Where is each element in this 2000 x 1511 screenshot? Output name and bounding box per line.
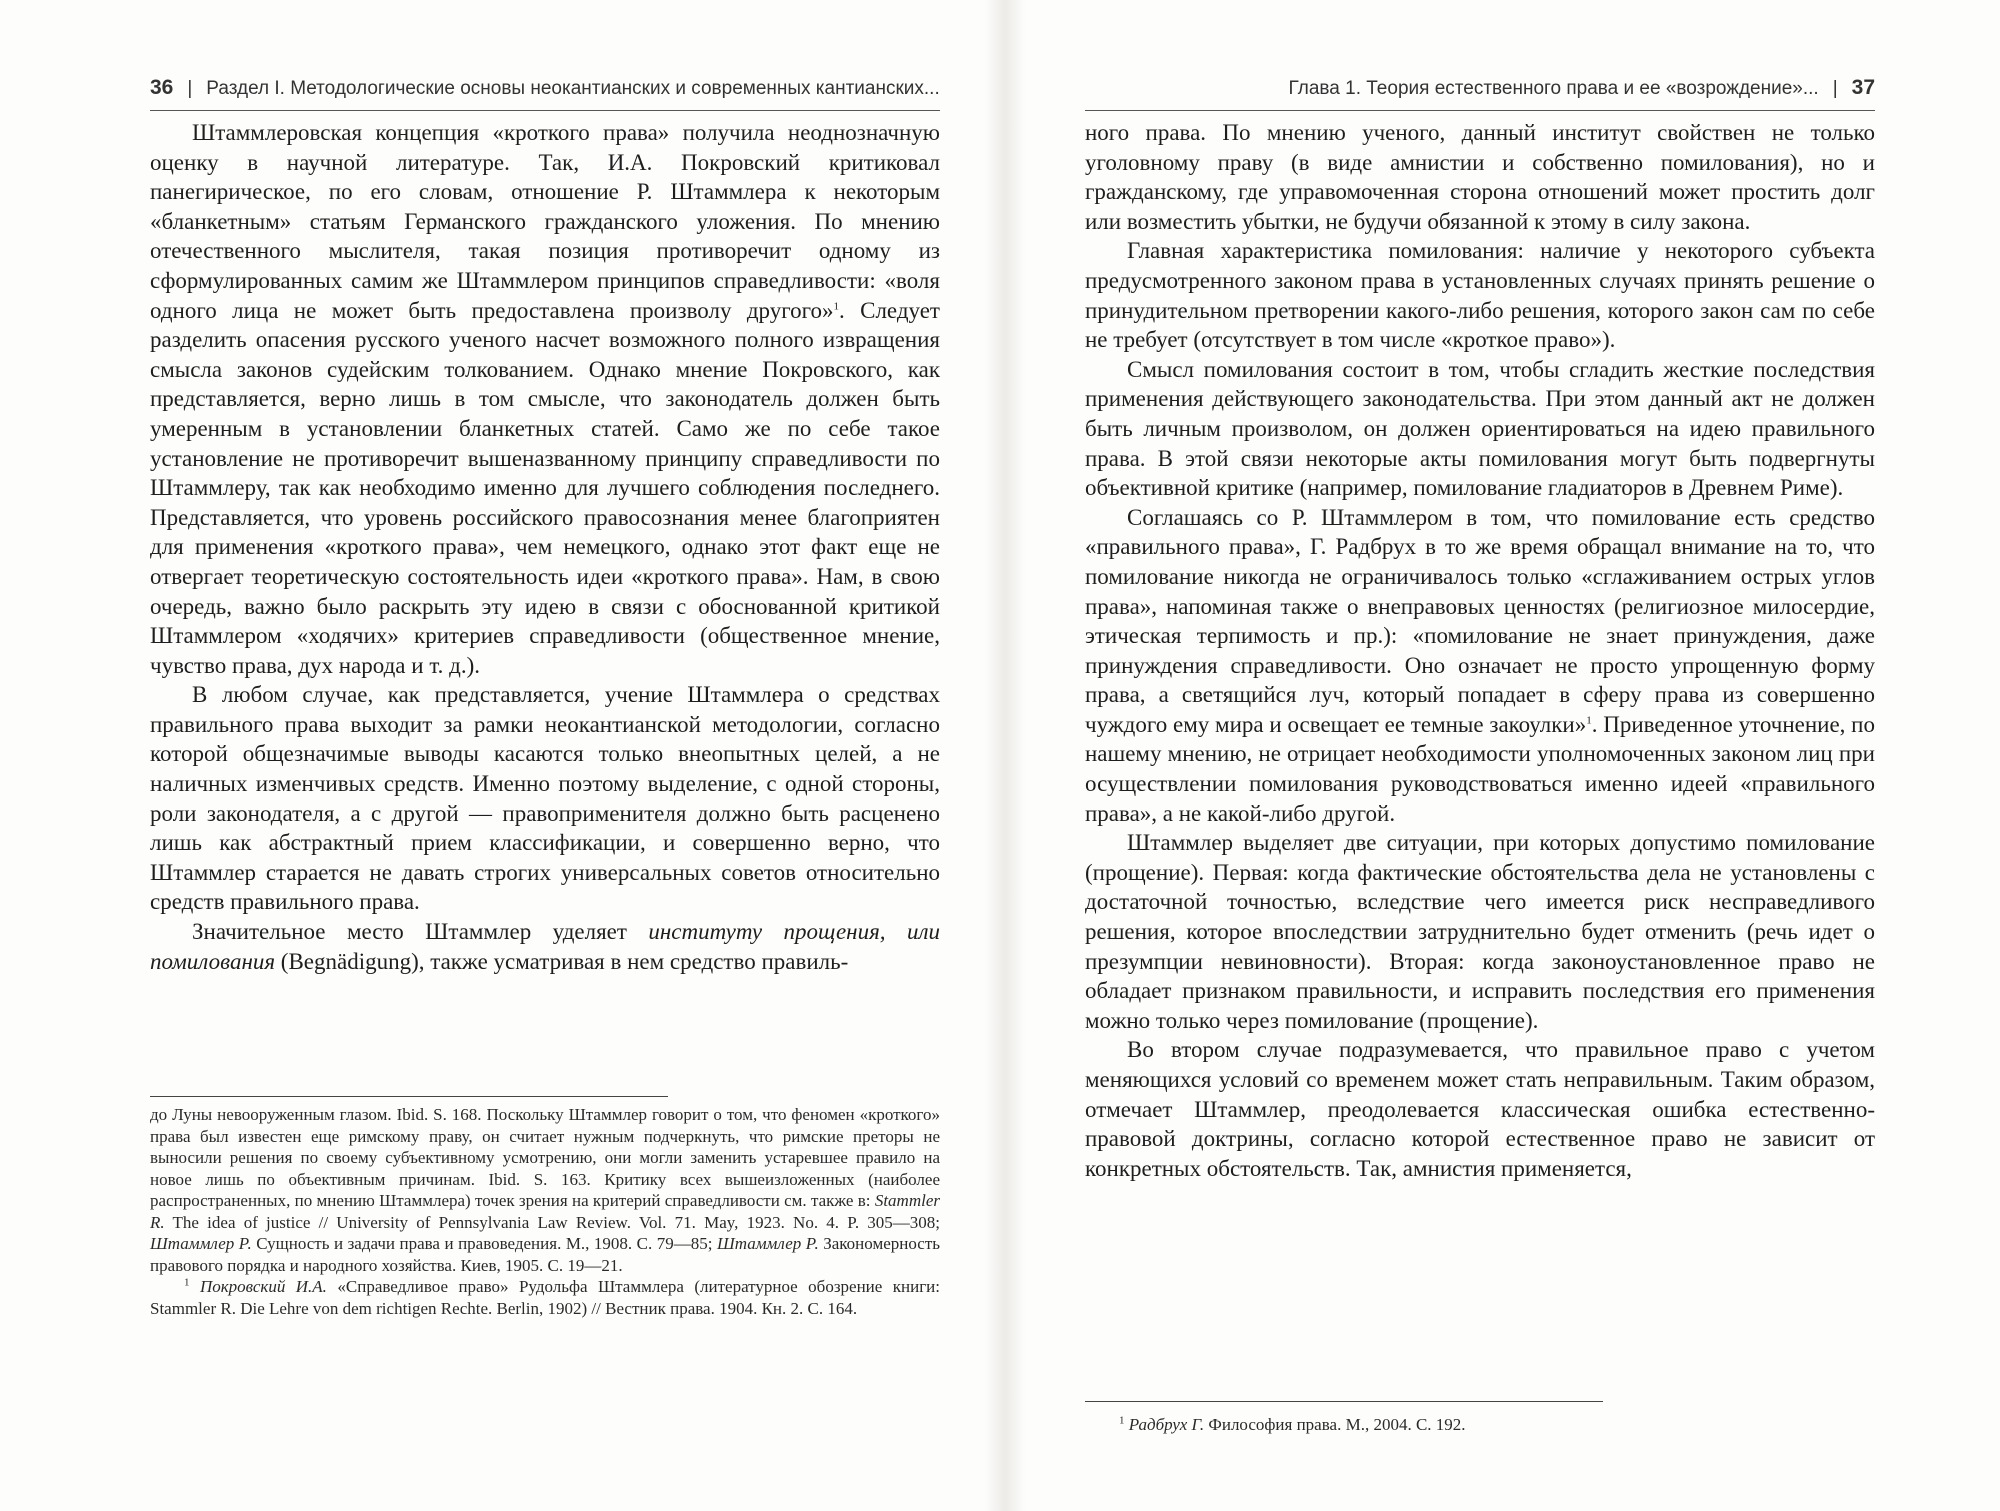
running-title: Глава 1. Теория естественного права и ее «возрождение»... xyxy=(1288,78,1819,99)
header-separator: | xyxy=(187,78,193,99)
left-running-header xyxy=(150,76,940,100)
page-number: 36 xyxy=(150,76,174,99)
footnote-separator xyxy=(1085,1401,1603,1402)
paragraph: Штаммлеровская концепция «кроткого права» получила неоднозначную оценку в научной литературе. Так, И.А. Покровский критиковал панегирическое, по его словам, отношение Р. Штаммлера к некоторым «бланкетным» статьям Германского гражданского уложения. По мнению отечественного мыслителя, такая позиция противоречит одному из сформулированных самим же Штаммлером принципов справедливости: «воля одного лица не может быть предоставлена произволу другого»$^1$. Следует разделить опасения русского ученого насчет возможного полного извращения смысла законов судейским толкованием. Однако мнение Покровского, как представляется, верно лишь в том смысле, что законодатель должен быть умеренным в установлении бланкетных статей. Само же по себе такое установление не противоречит вышеназванному принципу справедливости по Штаммлеру, так как необходимо именно для лучшего соблюдения последнего. Представляется, что уровень российского правосознания менее благоприятен для применения «кроткого права», чем немецкого, однако этот факт еще не отвергает теоретическую состоятельность идеи «кроткого права». Нам, в свою очередь, важно было раскрыть эту идею в связи с обоснованной критикой Штаммлером «ходячих» критериев справедливости (общественное мнение, чувство права, дух народа и т. д.). xyxy=(150,120,940,678)
page-number: 37 xyxy=(1851,76,1875,99)
paragraph: ного права. По мнению ученого, данный институт свойствен не только уголовному праву (в виде амнистии и собственно помилования), но и гражданскому, где управомоченная сторона отношений может простить долг или возместить убытки, не будучи обязанной к этому в силу закона. xyxy=(1085,120,1875,234)
footnote-mark: 1 xyxy=(833,299,839,312)
left-footnotes xyxy=(150,1104,940,1319)
left-body-text xyxy=(150,118,940,976)
header-rule xyxy=(1085,110,1875,111)
paragraph: В любом случае, как представляется, учение Штаммлера о средствах правильного права выходит за рамки неокантианской методологии, согласно которой общезначимые выводы касаются только внеопытных целей, а не наличных изменчивых средств. Именно поэтому выделение, с одной стороны, роли законодателя, а с другой — правоприменителя должно быть расценено лишь как абстрактный прием классификации, и совершенно верно, что Штаммлер старается не давать строгих универсальных советов относительно средств правильного права. xyxy=(150,682,940,915)
footnote-mark: 1 xyxy=(1586,714,1592,727)
footnote: $^1$ Покровский И.А. «Справедливое право» Рудольфа Штаммлера (литературное обозрение книги: Stammler R. Die Lehre von dem richtigen Rechte. Berlin, 1902) // Вестник права. 1904. Кн. 2. С. 164. xyxy=(150,1276,941,1318)
paragraph: Соглашаясь со Р. Штаммлером в том, что помилование есть средство «правильного права», Г. Радбрух в то же время обращал внимание на то, что помилование никогда не ограничивалось только «сглаживанием острых углов права», напоминая также о внеправовых ценностях (религиозное милосердие, этическая терпимость и пр.): «помилование не знает принуждения, даже принуждения справедливости. Оно означает не просто упрощенную форму права, а светящийся луч, который попадает в сферу права из совершенно чуждого ему мира и освещает ее темные закоулки»$^1$. Приведенное уточнение, по нашему мнению, не отрицает необходимости уполномоченных законом лиц при осуществлении помилования руководствоваться именно идеей «правильного права», а не какой-либо другой. xyxy=(1085,504,1875,826)
footnote-continuation: до Луны невооруженным глазом. Ibid. S. 168. Поскольку Штаммлер говорит о том, что феномен «кроткого» права был известен еще римскому праву, он считает нужным подчеркнуть, что римские преторы не выносили решения по своему субъективному усмотрению, они могли заменить устаревшее правило на новое лишь по объективным причинам. Ibid. S. 163. Критику всех вышеизложенных (наиболее распространенных, по мнению Штаммлера) точек зрения на критерий справедливости см. также в: Stammler R. The idea of justice // University of Pennsylvania Law Review. Vol. 71. May, 1923. No. 4. P. 305—308; Штаммлер Р. Сущность и задачи права и правоведения. М., 1908. С. 79—85; Штаммлер Р. Закономерность правового порядка и народного хозяйства. Киев, 1905. С. 19—21. xyxy=(150,1105,940,1275)
emphasis: институту прощения, или помилования xyxy=(150,919,940,974)
left-page xyxy=(150,0,950,1511)
paragraph: Смысл помилования состоит в том, чтобы сгладить жесткие последствия применения действующего законодательства. При этом данный акт не должен быть личным произволом, он должен ориентироваться на идею правильного права. В этой связи некоторые акты помилования могут быть подвергнуты объективной критике (например, помилование гладиаторов в Древнем Риме). xyxy=(1085,356,1875,501)
paragraph: Во втором случае подразумевается, что правильное право с учетом меняющихся условий со временем может стать неправильным. Таким образом, отмечает Штаммлер, преодолевается классическая ошибка естественно-правовой доктрины, согласно которой естественное право не зависит от конкретных обстоятельств. Так, амнистия применяется, xyxy=(1085,1037,1875,1181)
right-footnotes xyxy=(1085,1414,1875,1436)
paragraph: Значительное место Штаммлер уделяет институту прощения, или помилования (Begnädigung), также усматривая в нем средство правиль- xyxy=(150,919,940,974)
header-rule xyxy=(150,110,940,111)
footnote-separator xyxy=(150,1096,668,1097)
right-page xyxy=(1085,0,1885,1511)
paragraph: Штаммлер выделяет две ситуации, при которых допустимо помилование (прощение). Первая: когда фактические обстоятельства дела не установлены с достаточной точностью, вследствие чего имеется риск несправедливого решения, которое впоследствии затруднительно будет отменить (речь идет о презумпции невиновности). Вторая: когда законоустановленное право не обладает признаком правильности, и исправить последствия его применения можно только через помилование (прощение). xyxy=(1085,830,1875,1033)
running-title: Раздел I. Методологические основы неокантианских и современных кантианских... xyxy=(206,78,940,99)
paragraph: Главная характеристика помилования: наличие у некоторого субъекта предусмотренного законом права в установленных случаях принять решение о принудительном претворении какого-либо решения, которого закон сам по себе не требует (отсутствует в том числе «кроткое право»). xyxy=(1085,238,1875,353)
footnote: $^1$ Радбрух Г. Философия права. М., 2004. С. 192. xyxy=(1119,1414,1466,1434)
right-body-text xyxy=(1085,118,1875,1183)
book-gutter xyxy=(985,0,1025,1511)
right-running-header xyxy=(1085,76,1875,100)
header-separator: | xyxy=(1832,78,1838,99)
